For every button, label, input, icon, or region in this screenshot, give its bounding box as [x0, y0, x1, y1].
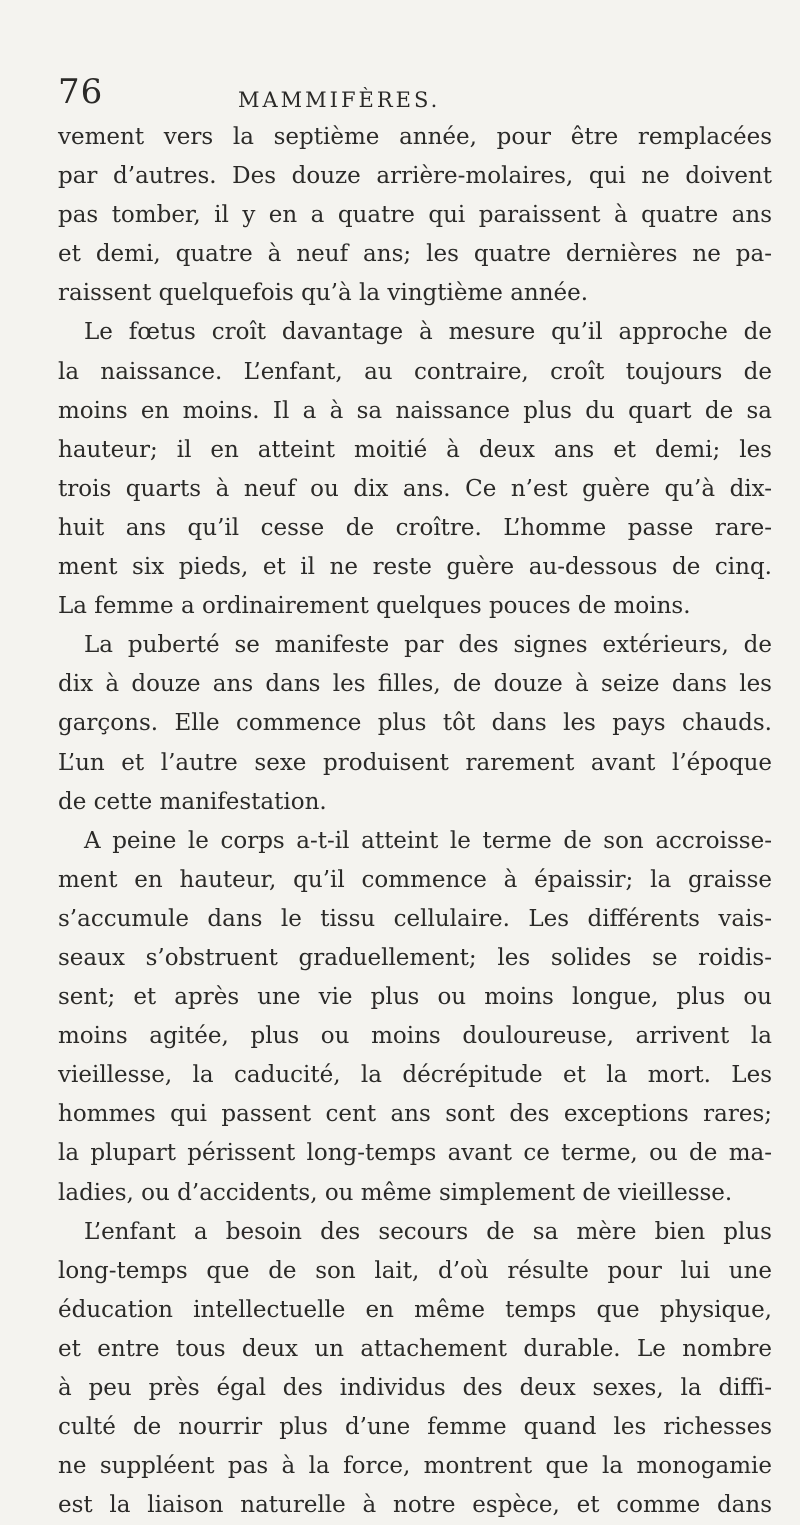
text-line: culté de nourrir plus d’une femme quand les richesses — [58, 1414, 772, 1441]
text-line: seaux s’obstruent graduellement; les solides se roidis- — [58, 944, 772, 971]
text-line: raissent quelquefois qu’à la vingtième année. — [58, 280, 589, 307]
text-line: Le fœtus croît davantage à mesure qu’il approche de — [84, 319, 772, 346]
text-line: moins en moins. Il a à sa naissance plus du quart de sa — [58, 397, 772, 424]
text-line: par d’autres. Des douze arrière-molaires, qui ne doivent — [58, 163, 772, 190]
text-line: est la liaison naturelle à notre espèce, et comme dans — [58, 1492, 772, 1519]
text-line: L’enfant a besoin des secours de sa mère bien plus — [84, 1218, 772, 1245]
text-line: pas tomber, il y en a quatre qui paraissent à quatre ans — [58, 202, 772, 229]
text-line: trois quarts à neuf ou dix ans. Ce n’est guère qu’à dix- — [58, 475, 772, 502]
text-line: huit ans qu’il cesse de croître. L’homme passe rare- — [58, 514, 772, 541]
text-line: La femme a ordinairement quelques pouces de moins. — [58, 593, 691, 620]
text-line: A peine le corps a-t-il atteint le terme de son accroisse- — [84, 827, 772, 854]
text-line: sent; et après une vie plus ou moins longue, plus ou — [58, 984, 772, 1011]
text-line: hauteur; il en atteint moitié à deux ans et demi; les — [58, 436, 772, 463]
text-line: s’accumule dans le tissu cellulaire. Les différents vais- — [58, 905, 772, 932]
text-line: long-temps que de son lait, d’où résulte pour lui une — [58, 1257, 772, 1284]
text-line: la naissance. L’enfant, au contraire, croît toujours de — [58, 358, 772, 385]
text-line: ment six pieds, et il ne reste guère au-dessous de cinq. — [58, 554, 772, 581]
text-line: ment en hauteur, qu’il commence à épaissir; la graisse — [58, 866, 772, 893]
text-line: garçons. Elle commence plus tôt dans les pays chauds. — [58, 710, 772, 737]
text-line: hommes qui passent cent ans sont des exceptions rares; — [58, 1101, 772, 1128]
text-line: vement vers la septième année, pour être remplacées — [58, 124, 772, 150]
text-line: ladies, ou d’accidents, ou même simplement de vieillesse. — [58, 1179, 733, 1206]
text-line: la plupart périssent long-temps avant ce terme, ou de ma- — [58, 1140, 772, 1167]
text-line: éducation intellectuelle en même temps que physique, — [58, 1296, 772, 1323]
running-head: MAMMIFÈRES. — [238, 88, 441, 112]
text-line: ne suppléent pas à la force, montrent que la monogamie — [58, 1453, 772, 1480]
text-line: et demi, quatre à neuf ans; les quatre dernières ne pa- — [58, 241, 772, 268]
body-text — [58, 118, 772, 1525]
text-line: L’un et l’autre sexe produisent rarement avant l’époque — [58, 749, 772, 776]
text-line: dix à douze ans dans les filles, de douze à seize dans les — [58, 671, 772, 698]
page-number: 76 — [58, 72, 104, 112]
text-line: moins agitée, plus ou moins douloureuse, arrivent la — [58, 1023, 772, 1050]
page-header — [58, 72, 758, 118]
text-line: vieillesse, la caducité, la décrépitude et la mort. Les — [58, 1062, 772, 1089]
text-line: et entre tous deux un attachement durable. Le nombre — [58, 1335, 772, 1362]
text-line: à peu près égal des individus des deux sexes, la diffi- — [58, 1375, 772, 1401]
text-line: de cette manifestation. — [58, 788, 327, 815]
text-line: La puberté se manifeste par des signes extérieurs, de — [84, 632, 772, 659]
